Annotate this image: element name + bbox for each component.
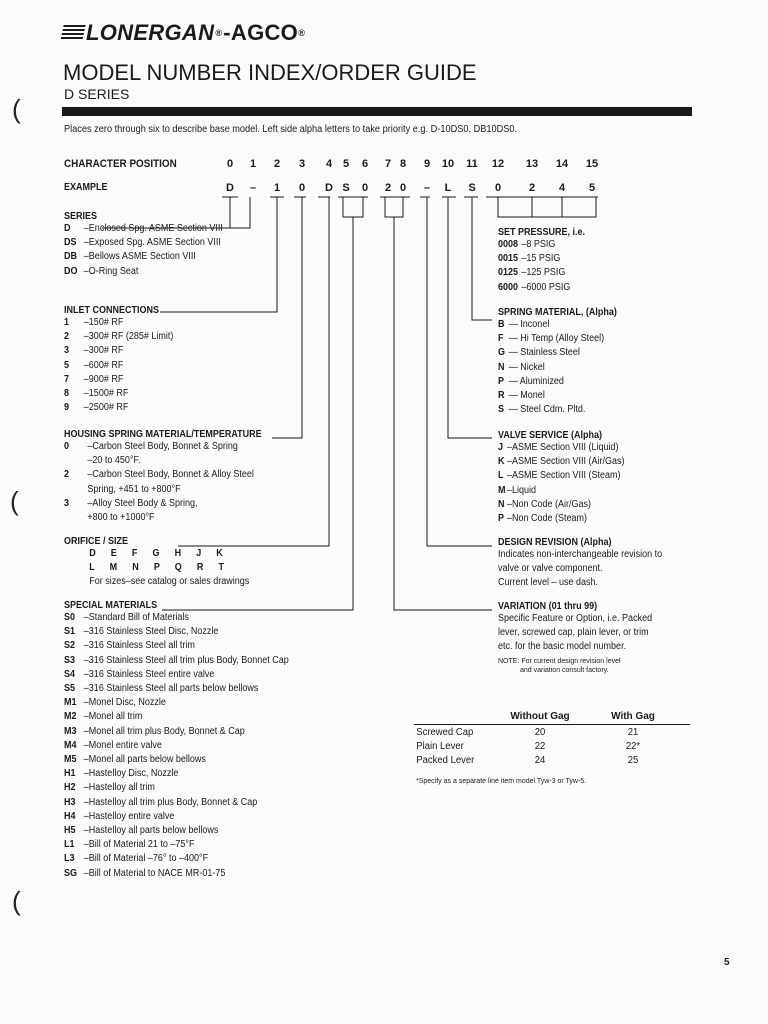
special-item-code: H3 (64, 796, 76, 808)
example-character: 0 (361, 182, 369, 194)
special-item-text: –Bill of Material to NACE MR-01-75 (83, 867, 226, 879)
gag-table-header-cell (414, 708, 504, 725)
series-item-code: D (64, 223, 71, 234)
housing-item-text: +800 to +1000°F (87, 512, 155, 524)
gag-table-cell: 20 (534, 726, 546, 738)
special-item-text: –Monel all trim (83, 711, 143, 723)
position-number: 4 (325, 158, 333, 170)
position-number: 8 (399, 158, 407, 170)
spring-material-item-text: — Steel Cdm. Pltd. (508, 404, 586, 416)
special-item-code: H2 (64, 782, 76, 794)
special-item-code: M3 (64, 725, 77, 737)
valve-service-item-code: L (498, 470, 504, 482)
special-item (64, 767, 289, 781)
gag-table-header (414, 708, 690, 725)
page-number: 5 (724, 957, 730, 968)
special-item-text: –Monel all parts below bellows (83, 754, 206, 766)
special-item-code: S0 (64, 612, 76, 623)
spring-material-item-code: F (498, 333, 504, 345)
special-item (64, 625, 289, 639)
design-revision-section (498, 537, 680, 591)
position-number: 15 (585, 158, 599, 170)
variation-section (498, 601, 669, 674)
valve-service-item-text: –Liquid (507, 484, 537, 496)
spring-material-item (498, 403, 617, 417)
spring-material-item-text: — Hi Temp (Alloy Steel) (508, 333, 605, 345)
housing-item-code: 2 (64, 469, 70, 481)
character-position-label: CHARACTER POSITION (64, 158, 177, 170)
inlet-item (64, 401, 173, 415)
spring-material-item-text: — Monel (508, 390, 545, 402)
position-number: 1 (249, 158, 257, 170)
set-pressure-item-code: 0015 (498, 253, 519, 265)
spring-material-item (498, 318, 617, 332)
special-item-code: M4 (64, 739, 77, 751)
spring-material-item-code: N (498, 361, 505, 373)
position-number: 9 (423, 158, 431, 170)
valve-service-item-code: J (498, 442, 504, 453)
special-item-text: –Hastelloy all trim plus Body, Bonnet & Cap (83, 796, 258, 808)
inlet-item-text: –300# RF (83, 345, 124, 357)
binder-hole-mark: ( (10, 486, 19, 516)
special-item-code: SG (64, 867, 78, 879)
special-item (64, 639, 289, 653)
inlet-item-text: –300# RF (285# Limit) (83, 331, 174, 343)
set-pressure-item (498, 238, 585, 252)
valve-service-item-text: –Non Code (Steam) (507, 513, 588, 525)
spring-material-item-code: S (498, 404, 505, 416)
example-character: S (342, 182, 350, 194)
spring-material-section (498, 307, 630, 417)
series-item (64, 222, 223, 236)
special-item-text: –316 Stainless Steel all trim plus Body, Bonnet Cap (83, 654, 289, 666)
special-item-code: H5 (64, 825, 76, 837)
special-item-code: L3 (64, 853, 75, 865)
special-item-code: S3 (64, 654, 76, 666)
housing-title: HOUSING SPRING MATERIAL/TEMPERATURE (64, 429, 262, 440)
special-item-text: –Hastelloy all trim (83, 782, 155, 794)
position-number: 2 (273, 158, 281, 170)
position-number: 7 (384, 158, 392, 170)
spring-material-title: SPRING MATERIAL, (Alpha) (498, 307, 617, 318)
set-pressure-item-text: –15 PSIG (521, 253, 561, 265)
inlet-title: INLET CONNECTIONS (64, 305, 160, 316)
valve-service-item (498, 498, 625, 512)
housing-item-text: –Alloy Steel Body & Spring, (87, 497, 198, 509)
inlet-section (64, 305, 186, 415)
special-item (64, 824, 289, 838)
set-pressure-item-code: 0125 (498, 267, 519, 279)
valve-service-section (498, 430, 639, 526)
special-item-text: –Monel Disc, Nozzle (83, 697, 166, 709)
set-pressure-item-code: 0008 (498, 239, 519, 250)
inlet-item-code: 7 (64, 373, 70, 385)
brand-right: AGCO (230, 20, 299, 45)
spring-material-item (498, 375, 617, 389)
variation-line: lever, screwed cap, plain lever, or trim (498, 627, 649, 639)
set-pressure-item-text: –8 PSIG (521, 239, 556, 250)
special-item-text: –Hastelloy entire valve (83, 810, 175, 822)
special-item-code: M2 (64, 711, 77, 723)
special-item (64, 739, 289, 753)
design-revision-line: Indicates non-interchangeable revision to (498, 549, 663, 560)
brand-logo: LONERGAN ® - AGCO ® (62, 20, 305, 46)
gag-table-cell: 22 (534, 740, 546, 752)
special-item (64, 611, 289, 625)
valve-service-item-code: N (498, 498, 505, 510)
special-item (64, 852, 289, 866)
special-item-code: S2 (64, 640, 76, 652)
valve-service-item-text: –ASME Section VIII (Air/Gas) (507, 456, 625, 468)
orifice-section (64, 536, 270, 590)
example-character: D (226, 182, 234, 194)
special-item-text: –Monel all trim plus Body, Bonnet & Cap (83, 725, 245, 737)
position-number: 13 (525, 158, 539, 170)
housing-item (64, 454, 262, 468)
example-character: 2 (528, 182, 536, 194)
housing-item-text: –Carbon Steel Body, Bonnet & Alloy Steel (87, 469, 254, 481)
orifice-row-2: L M N P Q R T (89, 562, 228, 574)
position-number: 12 (491, 158, 505, 170)
example-character: – (249, 182, 257, 194)
example-character: 2 (384, 182, 392, 194)
gag-table-cell: 25 (627, 754, 639, 766)
set-pressure-item-text: –6000 PSIG (521, 281, 571, 293)
inlet-item (64, 373, 173, 387)
gag-table-cell: Screwed Cap (416, 726, 474, 738)
position-number: 10 (441, 158, 455, 170)
special-item (64, 668, 289, 682)
spring-material-item-code: G (498, 347, 506, 359)
variation-title: VARIATION (01 thru 99) (498, 601, 598, 612)
intro-text: Places zero through six to describe base model. Left side alpha letters to take priority e.g. D-10DS0, DB10DS0. (64, 124, 518, 135)
series-item-text: –Exposed Spg. ASME Section VIII (83, 237, 221, 249)
special-item-code: L1 (64, 839, 75, 851)
inlet-item-text: –150# RF (83, 317, 124, 328)
example-character: 0 (399, 182, 407, 194)
gag-table-row (414, 739, 690, 753)
gag-table-header-cell: Without Gag (504, 708, 576, 725)
housing-item-code: 0 (64, 441, 70, 452)
series-item-text: –Enclosed Spg. ASME Section VIII (83, 223, 223, 234)
gag-table-cell: Packed Lever (416, 754, 475, 766)
inlet-item-code: 9 (64, 402, 70, 414)
inlet-item-text: –2500# RF (83, 402, 129, 414)
valve-service-item-text: –Non Code (Air/Gas) (507, 498, 592, 510)
orifice-row-1: D E F G H J K (89, 548, 227, 559)
spring-material-item (498, 346, 617, 360)
special-item-code: H4 (64, 810, 76, 822)
example-character: 0 (298, 182, 306, 194)
orifice-title: ORIFICE / SIZE (64, 536, 129, 547)
spring-material-item (498, 389, 617, 403)
special-item (64, 796, 289, 810)
gag-table-cell: 21 (627, 726, 639, 738)
special-item (64, 867, 289, 881)
valve-service-item (498, 469, 625, 483)
set-pressure-section (498, 227, 595, 295)
spring-material-item (498, 361, 617, 375)
series-item-text: –Bellows ASME Section VIII (83, 251, 196, 263)
design-revision-line: valve or valve component. (498, 563, 603, 575)
inlet-item (64, 344, 173, 358)
series-item (64, 236, 223, 250)
special-item-text: –316 Stainless Steel Disc, Nozzle (83, 626, 219, 638)
special-item-text: –Bill of Material 21 to –75°F (83, 839, 195, 851)
housing-item (64, 483, 262, 497)
example-character: L (444, 182, 452, 194)
special-item-text: –316 Stainless Steel entire valve (83, 668, 215, 680)
housing-item (64, 511, 262, 525)
gag-table-footnote: *Specify as a separate line item model Tyw-3 or Tyw-5. (416, 778, 587, 785)
variation-note-2: and variation consult factory. (520, 666, 609, 674)
position-number: 6 (361, 158, 369, 170)
special-item-text: –Hastelloy Disc, Nozzle (83, 768, 179, 780)
housing-section (64, 429, 284, 525)
special-item-text: –Bill of Material –76° to –400°F (83, 853, 209, 865)
housing-item-text: –20 to 450°F. (87, 455, 141, 467)
special-item-code: M1 (64, 697, 77, 709)
spring-material-item-text: — Inconel (508, 319, 550, 330)
housing-item-code: 3 (64, 497, 70, 509)
series-item-code: DB (64, 251, 78, 263)
spring-material-item-code: P (498, 375, 505, 387)
special-item-code: H1 (64, 768, 76, 780)
inlet-item-code: 5 (64, 359, 70, 371)
inlet-item-code: 3 (64, 345, 70, 357)
valve-service-item-text: –ASME Section VIII (Steam) (507, 470, 621, 482)
set-pressure-title: SET PRESSURE, i.e. (498, 227, 586, 238)
housing-item-text: –Carbon Steel Body, Bonnet & Spring (87, 441, 238, 452)
special-item (64, 725, 289, 739)
valve-service-item (498, 512, 625, 526)
set-pressure-item (498, 266, 585, 280)
series-item-code: DS (64, 237, 77, 249)
special-item (64, 838, 289, 852)
example-character: S (468, 182, 476, 194)
position-number: 11 (466, 158, 478, 170)
set-pressure-item (498, 281, 585, 295)
position-number: 5 (342, 158, 350, 170)
inlet-item-code: 8 (64, 388, 70, 400)
inlet-item-text: –600# RF (83, 359, 124, 371)
inlet-item (64, 330, 173, 344)
inlet-item-text: –1500# RF (83, 388, 129, 400)
special-item-code: M5 (64, 754, 77, 766)
spring-material-item-text: — Aluminized (508, 375, 564, 387)
valve-service-item-code: K (498, 456, 505, 468)
gag-table-header-cell: With Gag (576, 708, 690, 725)
page-title: MODEL NUMBER INDEX/ORDER GUIDE (63, 60, 477, 85)
special-title: SPECIAL MATERIALS (64, 600, 158, 611)
brand-left: LONERGAN (86, 20, 215, 45)
gag-table-row (414, 753, 690, 767)
special-item-text: –316 Stainless Steel all trim (83, 640, 195, 652)
example-character: 4 (558, 182, 566, 194)
spring-material-item (498, 332, 617, 346)
set-pressure-item-text: –125 PSIG (521, 267, 566, 279)
binder-hole-mark: ( (12, 886, 21, 916)
gag-table-cell: 22* (625, 740, 641, 752)
set-pressure-item (498, 252, 585, 266)
page-subtitle: D SERIES (64, 86, 130, 102)
special-item (64, 753, 289, 767)
valve-service-item-text: –ASME Section VIII (Liquid) (507, 442, 619, 453)
orifice-note: For sizes–see catalog or sales drawings (89, 576, 250, 588)
example-character: 1 (273, 182, 281, 194)
inlet-item (64, 316, 173, 330)
inlet-item (64, 359, 173, 373)
special-item (64, 696, 289, 710)
special-item (64, 654, 289, 668)
position-number: 0 (226, 158, 234, 170)
special-materials-section (64, 600, 314, 881)
special-item-text: –316 Stainless Steel all parts below bellows (83, 683, 259, 695)
variation-line: etc. for the basic model number. (498, 641, 627, 653)
valve-service-title: VALVE SERVICE (Alpha) (498, 430, 603, 441)
example-character: – (423, 182, 431, 194)
special-item-text: –Hastelloy all parts below bellows (83, 825, 219, 837)
gag-table-cell: 24 (534, 754, 546, 766)
special-item (64, 710, 289, 724)
valve-service-item (498, 455, 625, 469)
spring-material-item-text: — Stainless Steel (508, 347, 580, 359)
position-number: 3 (298, 158, 306, 170)
special-item (64, 810, 289, 824)
gag-table-cell: Plain Lever (416, 740, 464, 752)
series-title: SERIES (64, 211, 98, 222)
valve-service-item (498, 484, 625, 498)
special-item-code: S1 (64, 626, 76, 638)
housing-item (64, 440, 262, 454)
valve-service-item-code: M (498, 484, 506, 496)
gag-table (414, 708, 690, 767)
inlet-item-text: –900# RF (83, 373, 124, 385)
set-pressure-item-code: 6000 (498, 281, 519, 293)
series-item (64, 265, 223, 279)
spring-material-item-text: — Nickel (508, 361, 545, 373)
housing-item (64, 497, 262, 511)
series-item-code: DO (64, 265, 78, 277)
special-item-code: S5 (64, 683, 76, 695)
special-item (64, 682, 289, 696)
example-label: EXAMPLE (64, 182, 108, 193)
valve-service-item-code: P (498, 513, 505, 525)
housing-item-text: Spring, +451 to +800°F (87, 483, 181, 495)
special-item-text: –Monel entire valve (83, 739, 162, 751)
special-item (64, 781, 289, 795)
inlet-item-code: 1 (64, 317, 70, 328)
inlet-item-code: 2 (64, 331, 70, 343)
special-item-text: –Standard Bill of Materials (83, 612, 189, 623)
position-number: 14 (555, 158, 569, 170)
series-section (64, 211, 241, 279)
spring-material-item-code: R (498, 390, 505, 402)
housing-item (64, 468, 262, 482)
design-revision-title: DESIGN REVISION (Alpha) (498, 537, 612, 548)
example-character: 5 (588, 182, 596, 194)
inlet-item (64, 387, 173, 401)
binder-hole-mark: ( (12, 94, 21, 124)
series-item-text: –O-Ring Seat (83, 265, 139, 277)
spring-material-item-code: B (498, 319, 505, 330)
variation-note-1: NOTE: For current design revision level (498, 657, 621, 665)
gag-table-row (414, 725, 690, 740)
valve-service-item (498, 441, 625, 455)
variation-line: Specific Feature or Option, i.e. Packed (498, 613, 653, 624)
example-character: 0 (494, 182, 502, 194)
special-item-code: S4 (64, 668, 76, 680)
series-item (64, 250, 223, 264)
example-character: D (325, 182, 333, 194)
design-revision-line: Current level – use dash. (498, 577, 599, 589)
